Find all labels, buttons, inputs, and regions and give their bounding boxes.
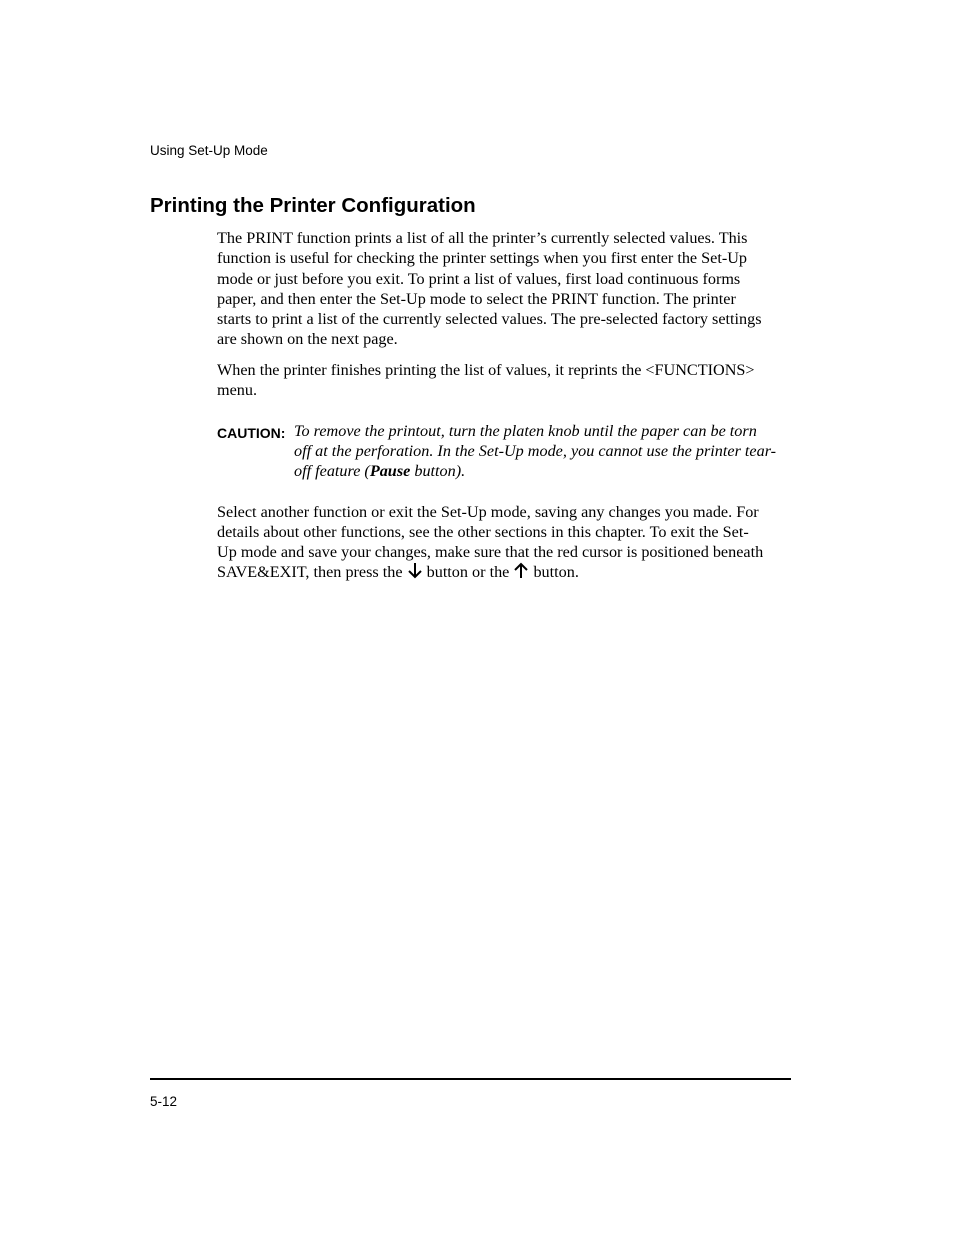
paragraph-2-line-1: When the printer finishes printing the list of values, it reprints the <FUNCTIONS> bbox=[217, 361, 755, 379]
running-header: Using Set-Up Mode bbox=[150, 143, 268, 158]
caution-line-3 bbox=[294, 461, 465, 481]
caution-line-1: To remove the printout, turn the platen knob until the paper can be torn bbox=[294, 422, 757, 440]
pause-button-name: Pause bbox=[369, 462, 411, 480]
paragraph-3-line-2: details about other functions, see the other sections in this chapter. To exit the Set- bbox=[217, 523, 749, 541]
page-number: 5-12 bbox=[150, 1094, 178, 1109]
paragraph-2-line-2: menu. bbox=[217, 381, 258, 399]
caution-label: CAUTION: bbox=[217, 425, 286, 441]
paragraph-1-line-4: paper, and then enter the Set-Up mode to select the PRINT function. The printer bbox=[217, 290, 736, 308]
footer-divider bbox=[150, 1078, 791, 1080]
paragraph-1-line-3: mode or just before you exit. To print a list of values, first load continuous forms bbox=[217, 270, 741, 288]
paragraph-3-line-1: Select another function or exit the Set-Up mode, saving any changes you made. For bbox=[217, 503, 759, 521]
paragraph-1-line-5: starts to print a list of the currently selected values. The pre-selected factory settings bbox=[217, 310, 762, 328]
section-title: Printing the Printer Configuration bbox=[150, 194, 476, 217]
caution-line-3-end: button). bbox=[410, 462, 466, 480]
paragraph-1-line-2: function is useful for checking the printer settings when you first enter the Set-Up bbox=[217, 249, 748, 267]
up-arrow-icon bbox=[513, 562, 529, 584]
paragraph-1-line-1: The PRINT function prints a list of all the printer’s currently selected values. This bbox=[217, 229, 748, 247]
paragraph-3-line-4-end: button. bbox=[529, 563, 579, 581]
caution-line-3-start: off feature ( bbox=[294, 462, 370, 480]
paragraph-3-line-4-middle: button or the bbox=[422, 563, 514, 581]
down-arrow-icon bbox=[407, 562, 423, 584]
paragraph-3-line-4-start: SAVE&EXIT, then press the bbox=[217, 563, 407, 581]
paragraph-3-line-4 bbox=[217, 562, 579, 584]
paragraph-1-line-6: are shown on the next page. bbox=[217, 330, 398, 348]
caution-line-2: off at the perforation. In the Set-Up mode, you cannot use the printer tear- bbox=[294, 442, 777, 460]
paragraph-3-line-3: Up mode and save your changes, make sure that the red cursor is positioned beneath bbox=[217, 543, 764, 561]
